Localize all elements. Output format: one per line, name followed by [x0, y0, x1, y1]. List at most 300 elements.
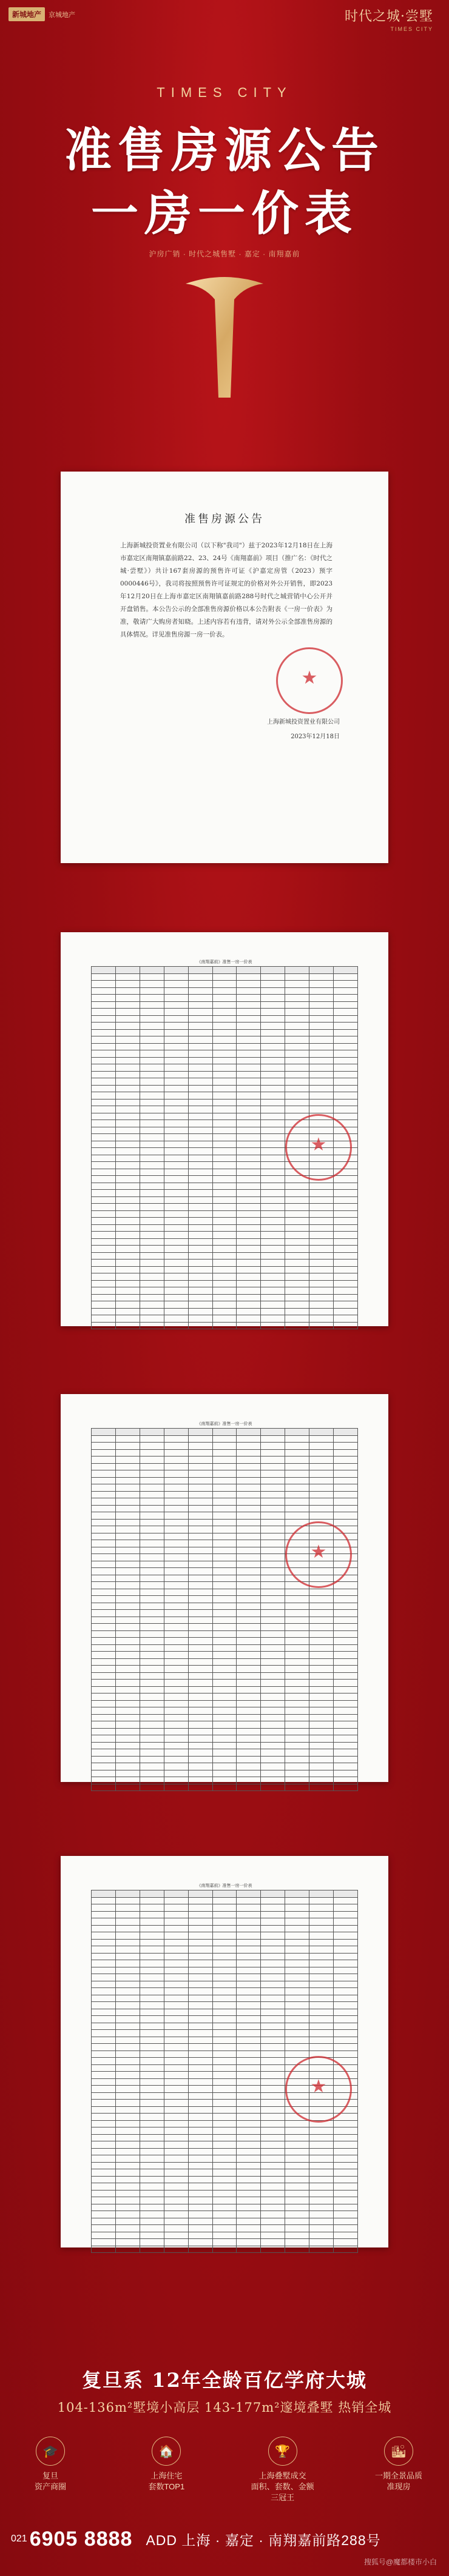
table-cell: [115, 2037, 140, 2044]
table-row: [92, 987, 358, 995]
table-cell: [92, 2030, 116, 2037]
table-cell: [261, 1617, 285, 1624]
table-cell: [140, 1246, 164, 1253]
table-cell: [212, 1526, 237, 1533]
table-cell: [285, 2225, 309, 2232]
table-cell: [115, 1946, 140, 1954]
table-cell: [92, 2016, 116, 2023]
table-cell: [334, 1071, 358, 1078]
table-cell: [334, 2002, 358, 2009]
table-cell: [115, 2127, 140, 2135]
feature-icon: 🏙: [384, 2437, 413, 2466]
table-cell: [92, 1484, 116, 1492]
table-cell: [115, 2016, 140, 2023]
table-row: [92, 1204, 358, 1211]
table-cell: [188, 967, 212, 974]
table-row: [92, 2023, 358, 2030]
table-cell: [115, 2092, 140, 2100]
table-cell: [164, 1763, 188, 1770]
table-cell: [188, 1162, 212, 1169]
table-cell: [212, 2023, 237, 2030]
table-cell: [285, 1252, 309, 1260]
table-cell: [164, 2037, 188, 2044]
table-cell: [212, 1099, 237, 1106]
table-cell: [309, 1429, 334, 1436]
table-cell: [164, 1106, 188, 1113]
table-cell: [285, 2246, 309, 2253]
table-cell: [140, 987, 164, 995]
table-cell: [261, 1301, 285, 1309]
table-cell: [92, 2232, 116, 2239]
table-cell: [309, 2148, 334, 2155]
table-cell: [237, 1946, 261, 1954]
table-cell: [334, 1099, 358, 1106]
table-cell: [261, 1287, 285, 1295]
table-cell: [115, 1630, 140, 1638]
table-cell: [334, 2176, 358, 2183]
table-cell: [334, 2190, 358, 2197]
table-cell: [212, 1224, 237, 1232]
table-cell: [92, 2225, 116, 2232]
table-cell: [261, 1449, 285, 1457]
table-cell: [164, 1953, 188, 1960]
table-cell: [212, 2050, 237, 2058]
table-cell: [261, 1134, 285, 1141]
table-cell: [140, 1526, 164, 1533]
table-cell: [212, 995, 237, 1002]
table-cell: [261, 1630, 285, 1638]
table-cell: [261, 987, 285, 995]
table-cell: [237, 1196, 261, 1204]
table-cell: [140, 1315, 164, 1323]
table-cell: [237, 2030, 261, 2037]
table-row: [92, 1589, 358, 1596]
table-cell: [212, 1763, 237, 1770]
table-cell: [115, 1693, 140, 1701]
table-cell: [140, 1491, 164, 1498]
feature-icon: 🎓: [36, 2437, 65, 2466]
table-cell: [140, 1470, 164, 1478]
table-cell: [140, 1071, 164, 1078]
table-cell: [140, 1064, 164, 1072]
table-cell: [237, 1092, 261, 1099]
table-cell: [188, 1266, 212, 1273]
table-cell: [115, 1169, 140, 1176]
table-cell: [334, 1050, 358, 1058]
table-cell: [92, 1932, 116, 1940]
table-cell: [212, 967, 237, 974]
table-cell: [164, 1658, 188, 1666]
table-cell: [212, 1449, 237, 1457]
table-cell: [261, 1946, 285, 1954]
table-cell: [164, 981, 188, 988]
table-cell: [92, 1190, 116, 1197]
table-cell: [285, 1057, 309, 1064]
table-cell: [115, 2030, 140, 2037]
table-cell: [237, 1763, 261, 1770]
table-cell: [261, 2072, 285, 2079]
table-cell: [188, 1308, 212, 1315]
table-cell: [92, 1547, 116, 1554]
table-cell: [334, 2120, 358, 2127]
table-cell: [261, 1988, 285, 1995]
table-cell: [261, 1099, 285, 1106]
table-cell: [140, 1582, 164, 1589]
table-cell: [115, 1071, 140, 1078]
table-cell: [188, 2183, 212, 2191]
table-cell: [212, 1238, 237, 1246]
table-cell: [140, 1658, 164, 1666]
table-cell: [115, 1960, 140, 1967]
table-cell: [92, 1953, 116, 1960]
table-row: [92, 1749, 358, 1757]
table-cell: [334, 1596, 358, 1603]
table-cell: [188, 1280, 212, 1287]
table-cell: [334, 1953, 358, 1960]
table-cell: [261, 1463, 285, 1470]
table-cell: [285, 1904, 309, 1912]
table-cell: [309, 1491, 334, 1498]
table-cell: [309, 1273, 334, 1281]
table-cell: [140, 1435, 164, 1443]
table-cell: [285, 1463, 309, 1470]
table-cell: [212, 1196, 237, 1204]
table-cell: [164, 1099, 188, 1106]
table-cell: [237, 1322, 261, 1329]
table-cell: [188, 1603, 212, 1610]
table-cell: [188, 1036, 212, 1044]
table-cell: [261, 1443, 285, 1450]
table-cell: [92, 2176, 116, 2183]
table-row: [92, 1050, 358, 1058]
table-cell: [309, 1099, 334, 1106]
table-cell: [92, 1280, 116, 1287]
table-cell: [309, 1946, 334, 1954]
table-cell: [164, 1547, 188, 1554]
table-cell: [309, 1770, 334, 1777]
feature-label: 一期全景品质 准现房: [374, 2471, 422, 2491]
table-cell: [92, 1728, 116, 1735]
table-cell: [237, 1169, 261, 1176]
table-cell: [140, 1596, 164, 1603]
table-cell: [309, 2044, 334, 2051]
table-row: [92, 2141, 358, 2149]
table-cell: [309, 1266, 334, 1273]
table-cell: [285, 1204, 309, 1211]
feature-icon: 🏠: [152, 2437, 181, 2466]
table-cell: [188, 1610, 212, 1617]
table-cell: [212, 2162, 237, 2169]
table-cell: [237, 1582, 261, 1589]
table-cell: [285, 1666, 309, 1673]
table-cell: [92, 1015, 116, 1023]
table-cell: [164, 1315, 188, 1323]
table-cell: [237, 1652, 261, 1659]
table-cell: [285, 1001, 309, 1009]
table-cell: [92, 1512, 116, 1520]
table-cell: [237, 1183, 261, 1190]
table-cell: [115, 1491, 140, 1498]
table-cell: [334, 2218, 358, 2225]
table-cell: [140, 1554, 164, 1561]
table-cell: [309, 2232, 334, 2239]
table-cell: [334, 2134, 358, 2141]
table-cell: [188, 1967, 212, 1974]
table-cell: [237, 1714, 261, 1721]
table-cell: [92, 1526, 116, 1533]
table-cell: [285, 2002, 309, 2009]
table-cell: [188, 2176, 212, 2183]
table-row: [92, 1890, 358, 1898]
table-row: [92, 1429, 358, 1436]
phone-number[interactable]: 6905 8888: [29, 2527, 133, 2551]
table-cell: [212, 1009, 237, 1016]
table-cell: [212, 2016, 237, 2023]
table-cell: [237, 1155, 261, 1162]
table-cell: [140, 1043, 164, 1050]
table-cell: [261, 2120, 285, 2127]
table-cell: [261, 1644, 285, 1652]
table-cell: [92, 2106, 116, 2114]
table-cell: [188, 1714, 212, 1721]
table-cell: [140, 1183, 164, 1190]
table-cell: [285, 1967, 309, 1974]
table-cell: [140, 1252, 164, 1260]
table-cell: [237, 1498, 261, 1506]
table-cell: [188, 1218, 212, 1225]
table-cell: [164, 1043, 188, 1050]
table-row: [92, 1457, 358, 1464]
table-cell: [309, 1071, 334, 1078]
table-cell: [334, 1252, 358, 1260]
table-cell: [212, 2148, 237, 2155]
table-cell: [285, 1505, 309, 1512]
table-cell: [261, 995, 285, 1002]
table-cell: [164, 1190, 188, 1197]
table-cell: [92, 2002, 116, 2009]
table-cell: [285, 1009, 309, 1016]
table-cell: [92, 2190, 116, 2197]
table-cell: [261, 1294, 285, 1301]
table-cell: [285, 2183, 309, 2191]
table-cell: [285, 1322, 309, 1329]
table-cell: [164, 1176, 188, 1183]
table-cell: [285, 973, 309, 981]
table-cell: [237, 2114, 261, 2121]
table-cell: [140, 1176, 164, 1183]
table-cell: [140, 1939, 164, 1946]
table-cell: [285, 1652, 309, 1659]
table-cell: [164, 1638, 188, 1645]
table-cell: [92, 2009, 116, 2016]
table-cell: [237, 1707, 261, 1715]
table-cell: [115, 1638, 140, 1645]
table-row: [92, 1756, 358, 1763]
table-row: [92, 1925, 358, 1932]
table-cell: [212, 1057, 237, 1064]
table-cell: [115, 1988, 140, 1995]
table-cell: [164, 1113, 188, 1120]
table-cell: [261, 1939, 285, 1946]
table-cell: [188, 2009, 212, 2016]
table-cell: [164, 1435, 188, 1443]
table-cell: [164, 1218, 188, 1225]
table-cell: [188, 1050, 212, 1058]
project-name: 时代之城·尝墅: [345, 9, 433, 24]
table-cell: [334, 1603, 358, 1610]
table-cell: [212, 1190, 237, 1197]
table-cell: [285, 2009, 309, 2016]
table-cell: [237, 1232, 261, 1239]
table-cell: [285, 1315, 309, 1323]
table-cell: [115, 995, 140, 1002]
table-cell: [140, 2016, 164, 2023]
table-row: [92, 1449, 358, 1457]
table-cell: [140, 1777, 164, 1784]
table-cell: [115, 1315, 140, 1323]
table-cell: [164, 1589, 188, 1596]
table-cell: [188, 1644, 212, 1652]
table-cell: [188, 1155, 212, 1162]
table-cell: [188, 1106, 212, 1113]
table-cell: [334, 1183, 358, 1190]
table-cell: [285, 1988, 309, 1995]
table-cell: [115, 1721, 140, 1729]
table-cell: [92, 1301, 116, 1309]
table-cell: [92, 1707, 116, 1715]
table-cell: [212, 2037, 237, 2044]
table-cell: [212, 981, 237, 988]
table-cell: [92, 1429, 116, 1436]
table-cell: [261, 1308, 285, 1315]
table-row: [92, 1981, 358, 1988]
table-cell: [164, 1287, 188, 1295]
table-cell: [237, 1610, 261, 1617]
table-cell: [334, 2169, 358, 2177]
table-cell: [334, 1610, 358, 1617]
table-cell: [261, 2176, 285, 2183]
table-cell: [212, 2058, 237, 2065]
table-cell: [140, 1001, 164, 1009]
table-cell: [164, 1120, 188, 1127]
table-cell: [212, 1287, 237, 1295]
notice-body: 上海新城投资置业有限公司（以下称"我司"）兹于2023年12月18日在上海市嘉定区南翔镇嘉前路22、23、24号《南翔嘉前》项目（推广名：《时代之城·尝墅》）共计167套房源的预售许可证《沪嘉定房管（2023）预字0000446号》，我司将按照预售许可证规定的价格对外公开销售，即2023年12月20日在上海市嘉定区南翔镇嘉前路288号时代之城营销中心公开并开盘销售。本公告公示的全部准售房源价格以本公告附表《一房一价表》为准，敬请广大购房者知晓。上述内容若有违背，请对外公示全部准售房源的具体情况。详见准售房源一房一价表。: [120, 542, 333, 638]
table-cell: [285, 1287, 309, 1295]
table-cell: [188, 2016, 212, 2023]
table-cell: [115, 1932, 140, 1940]
table-cell: [164, 1463, 188, 1470]
table-cell: [188, 1148, 212, 1155]
table-cell: [115, 2141, 140, 2149]
table-cell: [261, 1526, 285, 1533]
table-cell: [140, 2023, 164, 2030]
table-cell: [140, 1540, 164, 1547]
table-cell: [237, 1287, 261, 1295]
table-cell: [115, 1652, 140, 1659]
table-cell: [237, 1960, 261, 1967]
table-cell: [164, 1939, 188, 1946]
table-cell: [285, 1301, 309, 1309]
table-cell: [115, 1749, 140, 1757]
table-cell: [237, 967, 261, 974]
table-row: [92, 1770, 358, 1777]
table-cell: [285, 1603, 309, 1610]
table-cell: [285, 1232, 309, 1239]
table-row: [92, 1932, 358, 1940]
table-cell: [309, 1232, 334, 1239]
table-cell: [115, 1457, 140, 1464]
table-cell: [188, 1169, 212, 1176]
table-cell: [188, 2023, 212, 2030]
table-cell: [140, 2169, 164, 2177]
table-cell: [188, 2148, 212, 2155]
table-cell: [309, 1505, 334, 1512]
table-cell: [309, 1050, 334, 1058]
table-row: [92, 967, 358, 974]
table-cell: [115, 1974, 140, 1981]
table-cell: [261, 2092, 285, 2100]
table-row: [92, 981, 358, 988]
table-cell: [115, 1127, 140, 1134]
table-cell: [237, 2155, 261, 2163]
table-cell: [285, 1050, 309, 1058]
table-row: [92, 1036, 358, 1044]
table-cell: [285, 1939, 309, 1946]
table-cell: [261, 1911, 285, 1918]
table-cell: [237, 2211, 261, 2218]
table-cell: [115, 2190, 140, 2197]
price-table-wrapper: [91, 1420, 358, 1791]
table-cell: [285, 1085, 309, 1092]
table-cell: [285, 1210, 309, 1218]
notice-signature: [243, 715, 340, 744]
table-cell: [140, 1967, 164, 1974]
table-cell: [115, 1252, 140, 1260]
table-row: [92, 2218, 358, 2225]
table-cell: [164, 1429, 188, 1436]
table-cell: [92, 2064, 116, 2072]
table-cell: [237, 1932, 261, 1940]
table-cell: [334, 2162, 358, 2169]
table-cell: [237, 2127, 261, 2135]
table-cell: [188, 1904, 212, 1912]
footer-section: [0, 2340, 449, 2576]
table-cell: [92, 2100, 116, 2107]
table-cell: [334, 1770, 358, 1777]
table-cell: [92, 1210, 116, 1218]
table-cell: [285, 1029, 309, 1036]
table-cell: [115, 2064, 140, 2072]
table-cell: [140, 1932, 164, 1940]
table-cell: [92, 1561, 116, 1568]
table-cell: [140, 1196, 164, 1204]
table-cell: [164, 1457, 188, 1464]
company-seal-icon: ★: [285, 1114, 352, 1181]
table-cell: [164, 2169, 188, 2177]
table-cell: [92, 1630, 116, 1638]
table-cell: [285, 1974, 309, 1981]
table-cell: [188, 1210, 212, 1218]
table-cell: [309, 1700, 334, 1707]
table-cell: [115, 1568, 140, 1575]
table-cell: [140, 2030, 164, 2037]
table-cell: [115, 1918, 140, 1926]
table-cell: [212, 2100, 237, 2107]
table-cell: [212, 1946, 237, 1954]
table-cell: [309, 1995, 334, 2002]
table-cell: [237, 1589, 261, 1596]
table-cell: [164, 967, 188, 974]
